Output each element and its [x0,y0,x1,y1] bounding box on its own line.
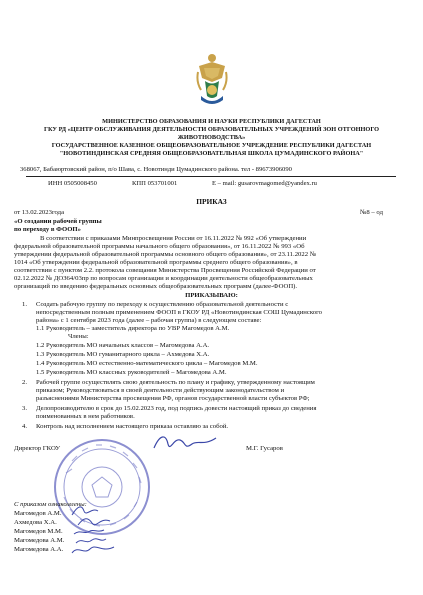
acknowledgement-signatures [70,503,130,557]
school-address: 368067, Бабаюртовский район, п/о Шава, с. Новотинди Цумадинского района. тел - 89673906090 [20,166,292,173]
item2-text: Рабочей группе осуществлять свою деятельность по плану и графику, утвержденному настоящим [36,379,315,386]
subitem-1-1: 1.1 Руководитель – заместитель директора по УВР Магомедов А.М. [36,325,230,332]
center-heading-line2: ЖИВОТНОВОДСТВА» [177,134,246,141]
inn-number: ИНН 0505008450 [48,180,97,187]
coat-of-arms-emblem [195,52,229,108]
ack-name: Магомедова А.М. [14,537,65,544]
order-subject-line1: «О создании рабочей группы [14,218,102,225]
subitem-1-3: 1.3 Руководитель МО гуманитарного цикла – Ахмедова Х.А. [36,351,210,358]
preamble-line: организаций по введению федеральных основных общеобразовательных программ (далее-ФООП). [14,283,298,290]
order-title: ПРИКАЗ [196,197,227,206]
order-subject-line2: по переходу в ФООП» [14,226,81,233]
preamble-line: 02.12.2022 № ДОЗ64/03пр по вопросам организации и координации деятельности общеобразовательных [14,275,313,282]
kpp-number: КПП 053701001 [132,180,178,187]
school-heading-line1: ГОСУДАРСТВЕННОЕ КАЗЕННОЕ ОБЩЕОБРАЗОВАТЕЛЬНОЕ УЧРЕЖДЕНИЕ РЕСПУБЛИКИ ДАГЕСТАН [51,142,372,149]
subitem-1-5: 1.5 Руководитель МО классных руководителей – Магомедова А.М. [36,369,227,376]
school-heading-line2: "НОВОТИНДИНСКАЯ СРЕДНЯЯ ОБЩЕОБРАЗОВАТЕЛЬНАЯ ШКОЛА ЦУМАДИНСКОГО РАЙОНА" [59,150,364,157]
preamble-line: соответствии с пунктом 2.2. протокола совещания Министерства Просвещения Российской Федерации от [14,267,316,274]
item2-text: разъяснениями Министерства просвещения РФ, органов государственной власти субъектов РФ; [36,395,310,402]
director-signature [150,430,220,456]
ack-name: Магомедов А.М. [14,510,62,517]
item-number: 1. [22,301,28,308]
item3-text: Делопроизводителю в срок до 15.02.2023 год, под подпись довести настоящий приказ до сведения [36,405,317,412]
members-label: Члены: [68,333,89,340]
subitem-1-4: 1.4 Руководитель МО естественно-математического цикла – Магомедов М.М. [36,360,258,367]
preamble-line: утверждении федеральной образовательной программы основного общего образования», от 23.11.2022 № [14,251,317,258]
item-number: 3. [22,405,28,412]
item-number: 2. [22,379,28,386]
preamble-line: В соответствии с приказами Минпросвещения России от 16.11.2022 № 992 «Об утверждении [40,235,307,242]
preamble-line: 1014 «Об утверждении федеральной образовательной программы среднего общего образования», в [14,259,298,266]
item2-text: приказом; Руководствоваться в своей деятельности действующим законодательством и [36,387,285,394]
order-date: от 13.02.2023года [14,209,65,216]
order-word: ПРИКАЗЫВАЮ: [185,292,238,299]
item1-text: непосредственным полным применением ФООП в ГКОУ РД «Новотиндинская СОШ Цумадинского [36,309,323,316]
item1-text: Создать рабочую группу по переходу к осуществлению образовательной деятельности с [36,301,289,308]
ack-name: Магомедова А.А. [14,546,64,553]
director-name: М.Г. Гусаров [246,445,283,452]
ministry-heading: МИНИСТЕРСТВО ОБРАЗОВАНИЯ И НАУКИ РЕСПУБЛИКИ ДАГЕСТАН [102,118,321,125]
order-number: №8 – од [360,209,383,216]
email-contact: E – mail: gusarovmagomed@yandex.ru [212,180,317,187]
preamble-line: федеральной образовательной программы начального общего образования», от 16.11.2022 № 993 «Об [14,243,305,250]
ack-name: Ахмедова Х.А. [14,519,57,526]
subitem-1-2: 1.2 Руководитель МО начальных классов – Магомедова А.А. [36,342,210,349]
item3-text: поименованных в нем работников. [36,413,135,420]
ack-name: Магомедов М.М. [14,528,63,535]
acknowledgement-label: С приказом ознакомлены: [14,501,87,508]
item4-text: Контроль над исполнением настоящего приказа оставляю за собой. [36,423,229,430]
center-heading-line1: ГКУ РД «ЦЕНТР ОБСЛУЖИВАНИЯ ДЕЯТЕЛЬНОСТИ ОБРАЗОВАТЕЛЬНЫХ УЧРЕЖДЕНИЙ ЗОН ОТГОННОГО [43,126,380,133]
item-number: 4. [22,423,28,430]
director-label: Директор ГКОУ [14,445,61,452]
header-divider [26,176,396,177]
item1-text: района» с 1 сентября 2023 года (далее – рабочая группа) в следующем составе: [36,317,262,324]
